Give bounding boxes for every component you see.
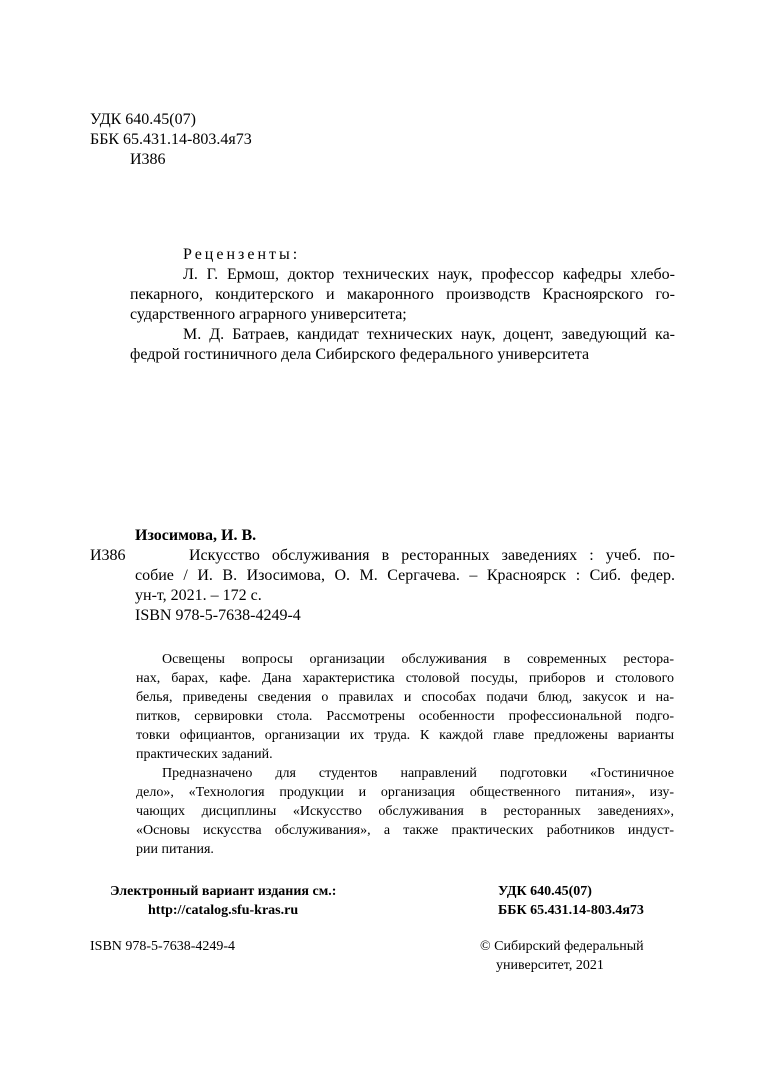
bib-line: собие / И. В. Изосимова, О. М. Сергачева. – Красноярск : Сиб. федер. [135, 567, 675, 584]
bib-isbn: ISBN 978-5-7638-4249-4 [135, 607, 301, 624]
udk-code: УДК 640.45(07) [90, 111, 196, 128]
footer-bbk: ББК 65.431.14-803.4я73 [498, 903, 644, 918]
bib-author: Изосимова, И. В. [135, 527, 257, 544]
footer-udk: УДК 640.45(07) [498, 884, 592, 899]
bib-mark: И386 [90, 547, 126, 564]
annotation-line: товки официантов, организации их труда. К каждой главе предложены варианты [136, 728, 674, 743]
annotation-line: «Основы искусства обслуживания», а также практических работников индуст- [136, 823, 674, 838]
annotation-line: питков, сервировки стола. Рассмотрены особенности профессиональной подго- [136, 709, 674, 724]
annotation-line: практических заданий. [136, 747, 273, 762]
annotation-line: Освещены вопросы организации обслуживания в современных рестора- [162, 652, 674, 667]
copyright-line: © Сибирский федеральный [480, 939, 644, 954]
annotation-line: дело», «Технология продукции и организация общественного питания», изу- [136, 785, 674, 800]
annotation-line: рии питания. [136, 842, 214, 857]
bib-line: ун-т, 2021. – 172 с. [135, 587, 262, 604]
reviewer-line: сударственного аграрного университета; [130, 306, 407, 323]
copyright-line: университет, 2021 [496, 958, 604, 973]
reviewer-line: федрой гостиничного дела Сибирского федерального университета [130, 346, 590, 363]
electronic-version-label: Электронный вариант издания см.: [110, 884, 337, 899]
footer-isbn: ISBN 978-5-7638-4249-4 [90, 939, 236, 954]
bib-line: Искусство обслуживания в ресторанных заведениях : учеб. по- [189, 547, 675, 564]
annotation-line: чающих дисциплины «Искусство обслуживания в ресторанных заведениях», [136, 804, 674, 819]
reviewers-heading: Рецензенты: [183, 246, 301, 263]
annotation-line: белья, приведены сведения о правилах и способах подачи блюд, закусок и на- [136, 690, 674, 705]
electronic-version-url[interactable]: http://catalog.sfu-kras.ru [148, 903, 299, 918]
bbk-code: ББК 65.431.14-803.4я73 [90, 131, 252, 148]
annotation-line: Предназначено для студентов направлений подготовки «Гостиничное [162, 766, 674, 781]
reviewer-line: пекарного, кондитерского и макаронного производств Красноярского го- [130, 286, 675, 303]
reviewer-line: Л. Г. Ермош, доктор технических наук, профессор кафедры хлебо- [183, 266, 675, 283]
annotation-line: нах, барах, кафе. Дана характеристика столовой посуды, приборов и столового [136, 671, 674, 686]
author-mark: И386 [130, 151, 166, 168]
reviewer-line: М. Д. Батраев, кандидат технических наук, доцент, заведующий ка- [183, 326, 675, 343]
